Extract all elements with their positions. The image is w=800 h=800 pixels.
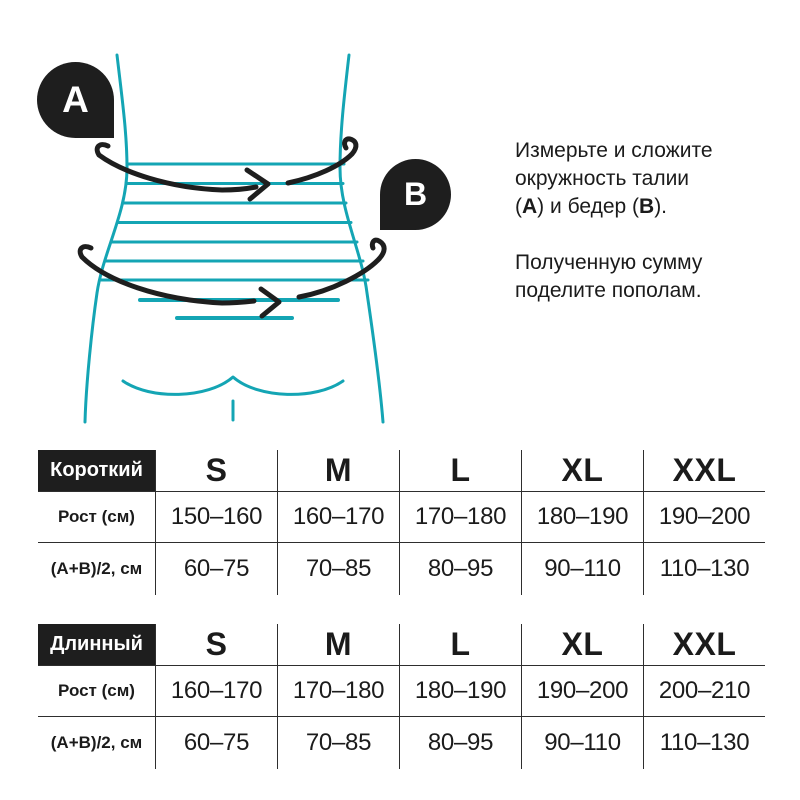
table-cell: 160–170	[155, 666, 277, 717]
hip-measure-arrow-icon	[80, 240, 384, 316]
badge-a-icon	[37, 62, 114, 138]
badge-b-letter: B	[403, 176, 428, 212]
instruction-line: Измерьте и сложите	[515, 139, 713, 162]
table-cell: 70–85	[277, 543, 399, 595]
row-label: Рост (см)	[38, 492, 155, 543]
table-cell: 110–130	[643, 543, 765, 595]
letter-a: А	[522, 195, 538, 218]
table-cell: 70–85	[277, 717, 399, 769]
size-column-header: S	[155, 450, 277, 492]
table-cell: 80–95	[399, 717, 521, 769]
row-label: (А+В)/2, см	[50, 733, 143, 752]
instruction-line: поделите пополам.	[515, 279, 702, 302]
size-table-long	[38, 624, 765, 769]
table-cell: 80–95	[399, 543, 521, 595]
letter-b: В	[639, 195, 655, 218]
table-cell: 170–180	[277, 666, 399, 717]
size-column-header: XL	[521, 624, 643, 666]
instruction-paragraph-2	[515, 249, 775, 305]
size-column-header: XXL	[643, 450, 765, 492]
table-cell: 60–75	[155, 543, 277, 595]
table-variant-label: Длинный	[38, 624, 155, 666]
table-variant-label: Короткий	[38, 450, 155, 492]
table-cell: 150–160	[155, 492, 277, 543]
size-column-header: M	[277, 624, 399, 666]
instruction-line: Полученную сумму	[515, 251, 703, 274]
table-cell: 90–110	[521, 543, 643, 595]
torso-back-outline-icon	[85, 55, 383, 422]
table-cell: 90–110	[521, 717, 643, 769]
table-cell: 190–200	[643, 492, 765, 543]
measure-instructions	[515, 137, 775, 305]
badge-a-letter: A	[62, 79, 89, 120]
size-table-short	[38, 450, 765, 595]
table-cell: 160–170	[277, 492, 399, 543]
size-column-header: L	[399, 624, 521, 666]
size-column-header: S	[155, 624, 277, 666]
table-cell: 60–75	[155, 717, 277, 769]
table-cell: 110–130	[643, 717, 765, 769]
table-cell: 190–200	[521, 666, 643, 717]
size-column-header: XXL	[643, 624, 765, 666]
table-cell: 170–180	[399, 492, 521, 543]
size-column-header: XL	[521, 450, 643, 492]
row-label: (А+В)/2, см	[50, 559, 143, 578]
paren: (	[515, 195, 522, 218]
size-column-header: L	[399, 450, 521, 492]
instruction-fragment: ) и бедер (	[537, 195, 640, 218]
instruction-paragraph-1	[515, 137, 775, 221]
instruction-line	[515, 193, 775, 221]
table-cell: 200–210	[643, 666, 765, 717]
waist-measure-arrow-icon	[97, 139, 356, 199]
badge-b-icon	[380, 159, 451, 230]
table-cell: 180–190	[399, 666, 521, 717]
instruction-line: окружность талии	[515, 167, 690, 190]
paren: ).	[654, 195, 668, 218]
size-column-header: M	[277, 450, 399, 492]
table-cell: 180–190	[521, 492, 643, 543]
row-label: Рост (см)	[38, 666, 155, 717]
